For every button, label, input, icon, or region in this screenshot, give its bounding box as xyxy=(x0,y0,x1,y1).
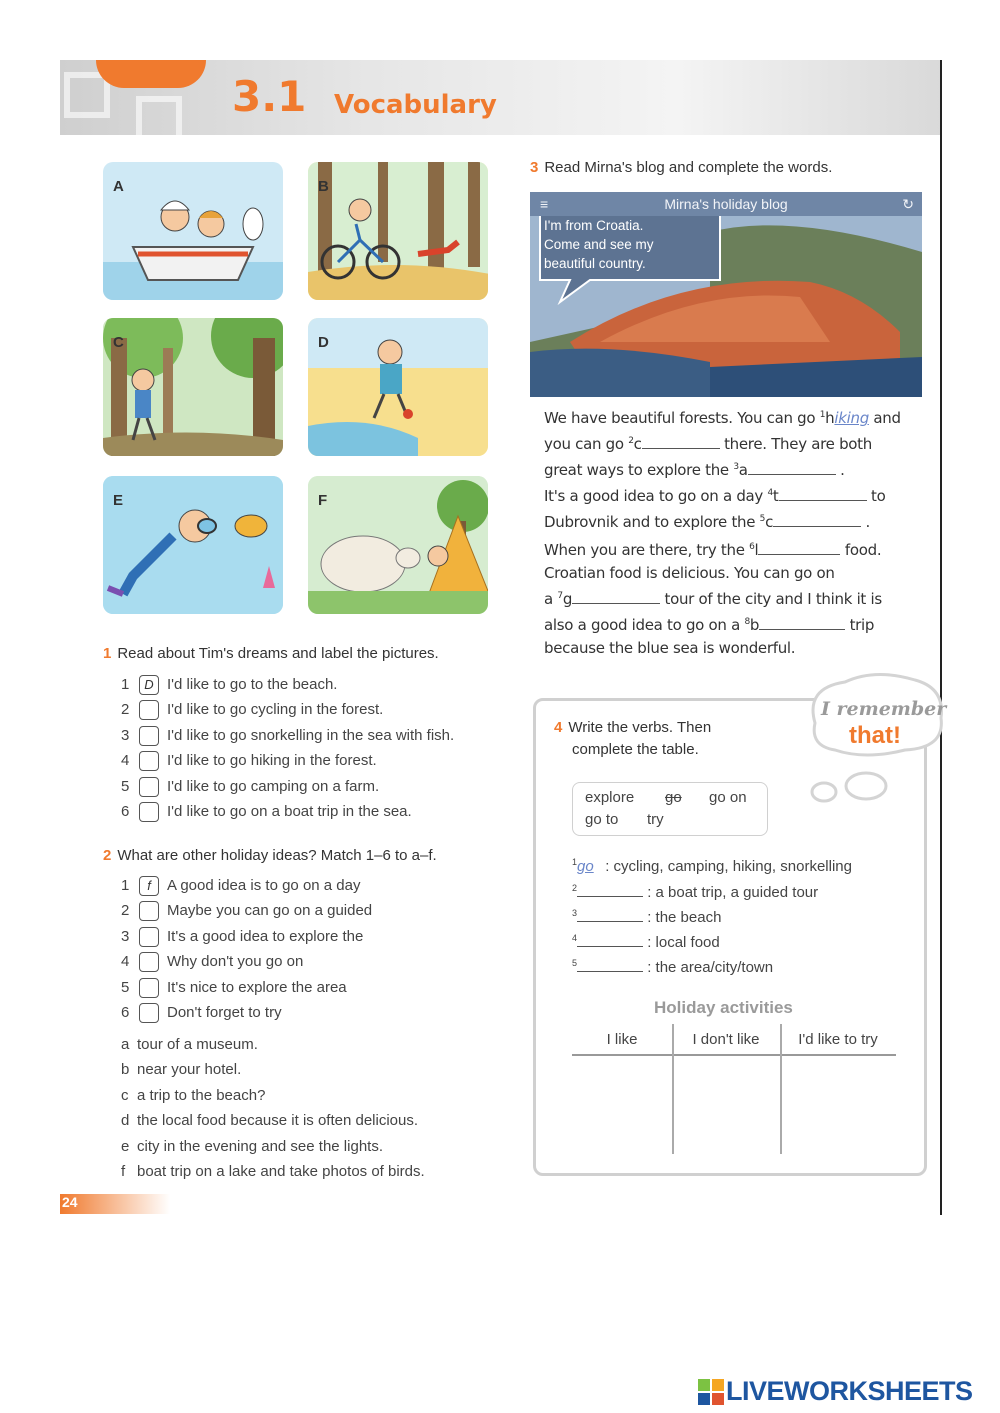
exercise-1-title xyxy=(103,645,439,662)
logo-grid-icon xyxy=(698,1379,724,1405)
filled-answer[interactable]: iking xyxy=(834,409,869,427)
text-run: Croatian food is delicious. You can go on xyxy=(544,564,835,582)
blank-input[interactable] xyxy=(773,512,861,527)
text-run: you can go xyxy=(544,435,629,453)
item-number: 1 xyxy=(121,876,130,894)
blank-input[interactable] xyxy=(758,540,840,555)
blank-input[interactable] xyxy=(642,434,720,449)
gap-prefix: l xyxy=(754,541,759,559)
answer-box[interactable]: D xyxy=(139,675,159,695)
blank-input[interactable] xyxy=(572,589,660,604)
gap-prefix: a xyxy=(738,461,748,479)
table-header-cell: I like xyxy=(606,1031,638,1048)
item-text: I'd like to go camping on a farm. xyxy=(167,777,380,795)
option-letter: f xyxy=(121,1162,126,1180)
blog-paragraph-1 xyxy=(544,404,924,482)
picture-b xyxy=(308,162,488,300)
gap-prefix: t xyxy=(772,487,779,505)
list-item xyxy=(121,726,454,751)
blank-input[interactable] xyxy=(577,957,643,972)
remember-line-1: I remember xyxy=(821,698,947,720)
option-letter: e xyxy=(121,1137,130,1155)
page-number: 24 xyxy=(62,1194,78,1210)
text-run: trip xyxy=(845,616,875,634)
answer-box[interactable] xyxy=(139,978,159,998)
gap-number: 2 xyxy=(628,436,634,446)
item-text: It's a good idea to explore the xyxy=(167,927,364,945)
gap-number: 1 xyxy=(819,410,826,420)
item-text: I'd like to go hiking in the forest. xyxy=(167,752,377,770)
item-number: 5 xyxy=(121,777,130,795)
blank-input[interactable] xyxy=(577,882,643,897)
remember-thought-bubble xyxy=(805,668,945,768)
picture-letter: F xyxy=(318,492,328,509)
word-bank xyxy=(572,782,768,836)
item-text: Why don't you go on xyxy=(167,953,304,971)
answer-box[interactable] xyxy=(139,700,159,720)
item-number: 2 xyxy=(121,701,130,719)
verb-rows xyxy=(572,857,852,982)
exercise-4-title xyxy=(554,717,711,761)
table-header-cell: I'd like to try xyxy=(798,1031,878,1048)
exercise-number: 2 xyxy=(103,847,112,864)
text-run: . xyxy=(835,461,845,479)
list-item xyxy=(121,777,454,802)
picture-f xyxy=(308,476,488,614)
answer-box[interactable] xyxy=(139,927,159,947)
item-text: It's nice to explore the area xyxy=(167,978,347,996)
match-option xyxy=(121,1036,425,1061)
picture-letter: D xyxy=(318,334,329,351)
table-cell-like-to-try[interactable] xyxy=(786,1060,892,1150)
match-option xyxy=(121,1061,425,1086)
hiking-illustration xyxy=(103,318,283,456)
table-title: Holiday activities xyxy=(654,998,793,1017)
answer-box[interactable] xyxy=(139,751,159,771)
item-number: 5 xyxy=(121,978,130,996)
gap-prefix: g xyxy=(562,590,573,608)
row-number: 1 xyxy=(572,857,578,867)
word-bank-item: go on xyxy=(709,789,747,806)
answer-box[interactable] xyxy=(139,777,159,797)
gap-number: 7 xyxy=(557,591,563,601)
picture-a xyxy=(103,162,283,300)
gap-number: 6 xyxy=(749,542,755,552)
option-text: boat trip on a lake and take photos of birds. xyxy=(137,1162,425,1180)
text-run: also a good idea to go on a xyxy=(544,616,745,634)
row-number: 2 xyxy=(572,883,578,893)
answer-box[interactable] xyxy=(139,726,159,746)
answer-box[interactable] xyxy=(139,901,159,921)
text-run: there. They are both xyxy=(719,435,872,453)
gap-prefix: c xyxy=(633,435,642,453)
blog-title-bar xyxy=(530,192,922,216)
blog-paragraph-3 xyxy=(544,536,924,660)
blog-paragraph-2 xyxy=(544,482,924,534)
option-text: a trip to the beach? xyxy=(137,1086,266,1104)
text-run: Dubrovnik and to explore the xyxy=(544,513,760,531)
exercise-instruction: complete the table. xyxy=(572,741,699,758)
table-cell-like[interactable] xyxy=(576,1060,668,1150)
match-option xyxy=(121,1087,425,1112)
table-header-rule xyxy=(572,1054,896,1056)
exercise-instruction: Write the verbs. Then xyxy=(568,719,712,736)
verb-row xyxy=(572,907,852,932)
blank-input[interactable] xyxy=(577,932,643,947)
list-item xyxy=(121,952,372,977)
text-run: When you are there, try the xyxy=(544,541,750,559)
answer-box[interactable] xyxy=(139,802,159,822)
row-number: 5 xyxy=(572,958,578,968)
list-item xyxy=(121,927,372,952)
item-text: I'd like to go snorkelling in the sea with fish. xyxy=(167,726,455,744)
picture-letter: E xyxy=(113,492,124,509)
word-bank-item: explore xyxy=(585,789,635,806)
item-number: 4 xyxy=(121,752,130,770)
item-number: 4 xyxy=(121,953,130,971)
picture-letter: C xyxy=(113,334,124,351)
thought-dots-icon xyxy=(810,770,890,806)
page-edge-rule xyxy=(940,60,942,1215)
exercise-number: 1 xyxy=(103,645,112,662)
exercise-instruction: Read about Tim's dreams and label the pictures. xyxy=(117,645,439,662)
blank-input[interactable] xyxy=(748,460,836,475)
answer-box[interactable] xyxy=(139,952,159,972)
exercise-instruction: What are other holiday ideas? Match 1–6 to a–f. xyxy=(117,847,437,864)
word-bank-item: go xyxy=(665,789,682,806)
verb-row xyxy=(572,882,852,907)
menu-icon[interactable]: ≡ xyxy=(540,196,549,212)
remember-line-2: that! xyxy=(849,722,901,749)
unit-title: Vocabulary xyxy=(334,90,497,120)
item-number: 6 xyxy=(121,1003,130,1021)
item-text: Maybe you can go on a guided xyxy=(167,902,373,920)
option-letter: b xyxy=(121,1061,130,1079)
blank-input[interactable] xyxy=(779,486,867,501)
row-text: : the beach xyxy=(647,909,722,926)
snorkelling-illustration xyxy=(103,476,283,614)
list-item xyxy=(121,675,454,700)
word-bank-item: try xyxy=(647,811,664,828)
beach-illustration xyxy=(308,318,488,456)
list-item xyxy=(121,1003,372,1028)
option-text: city in the evening and see the lights. xyxy=(137,1137,383,1155)
gap-number: 3 xyxy=(733,462,739,472)
row-number: 4 xyxy=(572,933,578,943)
match-option xyxy=(121,1163,425,1188)
item-text: I'd like to go cycling in the forest. xyxy=(167,701,384,719)
picture-letter: A xyxy=(113,178,124,195)
text-run: a xyxy=(544,590,558,608)
match-option xyxy=(121,1112,425,1137)
option-letter: a xyxy=(121,1036,130,1053)
blog-title: Mirna's holiday blog xyxy=(664,196,788,212)
boat-illustration xyxy=(103,162,283,300)
cycling-illustration xyxy=(308,162,488,300)
filled-answer[interactable]: go xyxy=(577,858,594,875)
refresh-icon[interactable]: ↻ xyxy=(902,196,914,212)
brand-name: LIVEWORKSHEETS xyxy=(726,1376,973,1406)
exercise-2-title xyxy=(103,847,437,864)
holiday-activities-table xyxy=(572,1024,896,1154)
verb-row xyxy=(572,857,852,882)
picture-c xyxy=(103,318,283,456)
bubble-line: I'm from Croatia. xyxy=(544,218,644,233)
word-bank-item: go to xyxy=(585,811,619,828)
item-number: 2 xyxy=(121,902,130,920)
text-run: . xyxy=(861,513,870,531)
item-text: Don't forget to try xyxy=(167,1003,282,1021)
option-text: tour of a museum. xyxy=(137,1036,258,1053)
item-text: I'd like to go to the beach. xyxy=(167,675,338,693)
list-item xyxy=(121,802,454,827)
verb-row xyxy=(572,957,852,982)
row-text: : the area/city/town xyxy=(647,959,774,976)
list-item xyxy=(121,700,454,725)
text-run: tour of the city and I think it is xyxy=(660,590,882,608)
page-number-tab xyxy=(60,1194,170,1214)
row-text: : local food xyxy=(647,934,720,951)
exercise-instruction: Read Mirna's blog and complete the words. xyxy=(544,159,833,176)
answer-box[interactable]: f xyxy=(139,876,159,896)
exercise-number: 3 xyxy=(530,159,539,176)
option-letter: c xyxy=(121,1086,129,1104)
text-run: It's a good idea to go on a day xyxy=(544,487,768,505)
decorative-square xyxy=(136,96,182,142)
gap-prefix: c xyxy=(765,513,774,531)
picture-e xyxy=(103,476,283,614)
gap-number: 8 xyxy=(744,617,750,627)
text-run: to xyxy=(866,487,886,505)
exercise-number: 4 xyxy=(554,719,563,736)
option-text: the local food because it is often delicious. xyxy=(137,1112,419,1130)
text-run: because the blue sea is wonderful. xyxy=(544,639,796,657)
speech-bubble xyxy=(544,216,714,286)
row-number: 3 xyxy=(572,908,578,918)
row-text: : a boat trip, a guided tour xyxy=(647,884,819,901)
list-item xyxy=(121,876,372,901)
exercise-2-options xyxy=(121,1036,425,1188)
exercise-1-list xyxy=(121,675,454,827)
text-run: great ways to explore the xyxy=(544,461,734,479)
blank-input[interactable] xyxy=(577,907,643,922)
camping-illustration xyxy=(308,476,488,614)
answer-box[interactable] xyxy=(139,1003,159,1023)
gap-number: 5 xyxy=(759,514,766,524)
list-item xyxy=(121,751,454,776)
picture-letter: B xyxy=(318,178,329,195)
option-letter: d xyxy=(121,1112,130,1130)
match-option xyxy=(121,1138,425,1163)
item-number: 3 xyxy=(121,726,130,744)
text-run: and xyxy=(868,409,901,427)
unit-number: 3.1 xyxy=(232,72,307,121)
item-number: 1 xyxy=(121,675,130,693)
gap-prefix: h xyxy=(825,409,835,427)
item-number: 3 xyxy=(121,927,130,945)
picture-d xyxy=(308,318,488,456)
verb-row xyxy=(572,932,852,957)
item-number: 6 xyxy=(121,802,130,820)
exercise-3-title xyxy=(530,159,832,176)
header-tab-decoration xyxy=(96,60,206,88)
text-run: food. xyxy=(840,541,882,559)
table-header-cell: I don't like xyxy=(692,1031,760,1048)
exercise-2-list xyxy=(121,876,372,1028)
gap-prefix: b xyxy=(749,616,760,634)
blank-input[interactable] xyxy=(759,615,845,630)
item-text: A good idea is to go on a day xyxy=(167,876,361,894)
bubble-line: beautiful country. xyxy=(544,256,646,271)
row-text: : cycling, camping, hiking, snorkelling xyxy=(605,858,852,875)
table-cell-dont-like[interactable] xyxy=(678,1060,776,1150)
item-text: I'd like to go on a boat trip in the sea. xyxy=(167,802,412,820)
list-item xyxy=(121,901,372,926)
text-run: We have beautiful forests. You can go xyxy=(544,409,820,427)
list-item xyxy=(121,978,372,1003)
bubble-line: Come and see my xyxy=(544,237,654,252)
gap-number: 4 xyxy=(767,488,773,498)
option-text: near your hotel. xyxy=(137,1061,242,1079)
